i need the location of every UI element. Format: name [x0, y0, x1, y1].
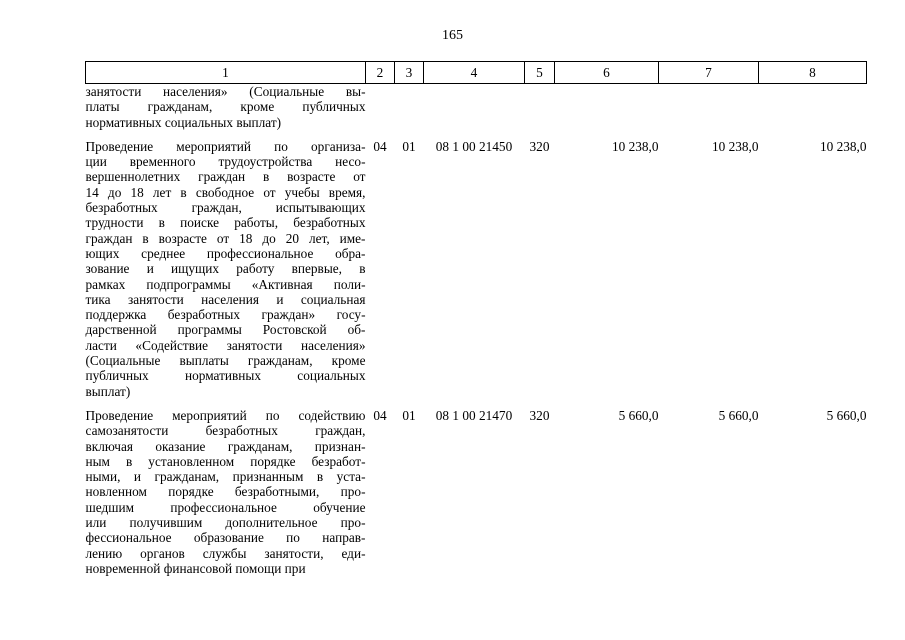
column-header-8: 8	[759, 62, 867, 84]
cell-expense-type: 320	[529, 407, 550, 423]
description-line: (Социальные выплаты гражданам, кроме	[85, 353, 366, 369]
description-line: Проведение мероприятий по содействию	[85, 407, 366, 423]
description-line: зование и ищущих работу впервые, в	[85, 261, 366, 277]
cell-target-article: 08 1 00 21470	[435, 407, 513, 423]
description-line: новленном порядке безработными, про-	[85, 484, 366, 500]
cell-amount-year-3: 10 238,0	[819, 138, 867, 154]
cell-expense-type: 320	[529, 138, 550, 154]
row-description	[86, 139, 366, 399]
description-line: или получившим дополнительное про-	[85, 515, 366, 531]
cell-target-article	[424, 84, 525, 130]
row-spacer	[86, 130, 867, 139]
description-line: лению органов службы занятости, еди-	[85, 545, 366, 561]
column-header-7: 7	[659, 62, 759, 84]
description-line: ласти «Содействие занятости населения»	[85, 337, 366, 353]
budget-table	[85, 61, 867, 576]
description-line: тика занятости населения и социальная	[85, 291, 366, 307]
page-number: 165	[442, 28, 463, 43]
description-line: шедшим профессиональное обучение	[85, 499, 366, 515]
description-line: дарственной программы Ростовской об-	[85, 322, 366, 338]
description-line: ющих среднее профессиональное обра-	[85, 245, 366, 261]
cell-subsection	[395, 84, 424, 130]
description-line: безработных граждан, испытывающих	[85, 200, 366, 216]
description-line: публичных нормативных социальных	[85, 368, 366, 384]
description-line: платы гражданам, кроме публичных	[85, 99, 366, 115]
description-line: включая оказание гражданам, признан-	[85, 438, 366, 454]
column-header-5: 5	[525, 62, 555, 84]
cell-subsection: 01	[402, 407, 416, 423]
column-header-3: 3	[395, 62, 424, 84]
cell-amount-year-3: 5 660,0	[826, 407, 867, 423]
description-line: ными, и гражданам, признанным в уста-	[85, 469, 366, 485]
description-line: ным в установленном порядке безработ-	[85, 453, 366, 469]
row-spacer-cell	[86, 399, 867, 408]
cell-target-article: 08 1 00 21450	[435, 138, 513, 154]
row-description	[86, 84, 366, 130]
description-line: 14 до 18 лет в свободное от учебы время,	[85, 184, 366, 200]
column-header-2: 2	[366, 62, 395, 84]
cell-amount-year-1: 10 238,0	[611, 138, 659, 154]
description-line: поддержка безработных граждан» госу-	[85, 307, 366, 323]
description-line: выплат)	[85, 383, 131, 399]
row-spacer-cell	[86, 130, 867, 139]
cell-amount-year-2: 5 660,0	[718, 407, 759, 423]
cell-subsection: 01	[402, 138, 416, 154]
description-line: Проведение мероприятий по организа-	[85, 138, 366, 154]
row-description	[86, 408, 366, 576]
description-line: занятости населения» (Социальные вы-	[85, 84, 366, 99]
description-line: ции временного трудоустройства несо-	[85, 154, 366, 170]
cell-amount-year-1	[555, 84, 659, 130]
column-header-4: 4	[424, 62, 525, 84]
cell-amount-year-1: 5 660,0	[618, 407, 659, 423]
description-line: новременной финансовой помощи при	[85, 560, 306, 576]
description-line: самозанятости безработных граждан,	[85, 423, 366, 439]
row-spacer	[86, 399, 867, 408]
description-line: трудности в поиске работы, безработных	[85, 215, 366, 231]
cell-section: 04	[373, 407, 387, 423]
description-line: граждан в возрасте от 18 до 20 лет, име-	[85, 230, 366, 246]
description-line: вершеннолетних граждан в возрасте от	[85, 169, 366, 185]
table-row	[86, 139, 867, 399]
cell-section: 04	[373, 138, 387, 154]
cell-amount-year-2: 10 238,0	[711, 138, 759, 154]
description-line: нормативных социальных выплат)	[85, 114, 282, 130]
description-line: фессиональное образование по направ-	[85, 530, 366, 546]
cell-amount-year-2	[659, 84, 759, 130]
cell-expense-type	[525, 84, 555, 130]
description-line: рамках подпрограммы «Активная поли-	[85, 276, 366, 292]
cell-section	[366, 84, 395, 130]
cell-amount-year-3	[759, 84, 867, 130]
table-row	[86, 84, 867, 130]
table-row	[86, 408, 867, 576]
table-header-row	[86, 62, 867, 84]
column-header-1: 1	[86, 62, 366, 84]
column-header-6: 6	[555, 62, 659, 84]
